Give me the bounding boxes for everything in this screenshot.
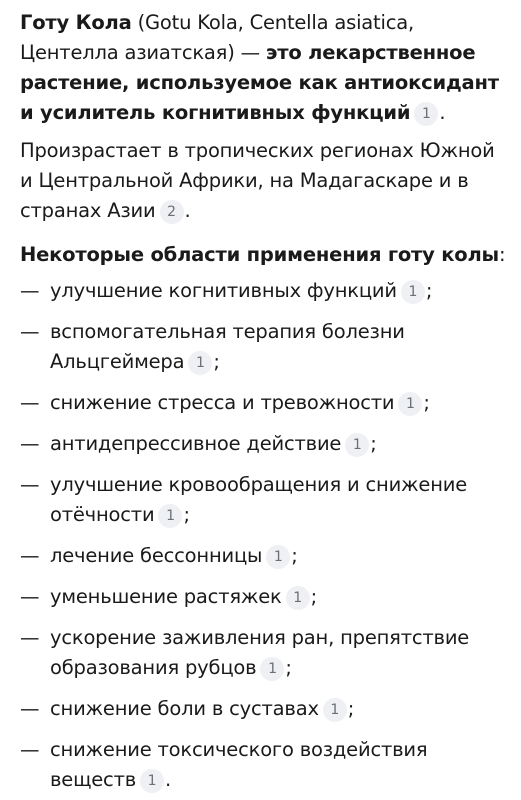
intro-end: . [439, 101, 446, 124]
source-ref-badge[interactable]: 1 [140, 769, 164, 793]
list-item-end: ; [285, 656, 292, 679]
origin-paragraph [20, 136, 507, 226]
list-item-text: улучшение кровообращения и снижение отёчности [50, 473, 468, 526]
list-dash: — [20, 473, 40, 496]
intro-paragraph [20, 8, 507, 128]
list-item-text: вспомогательная терапия болезни Альцгеймера [50, 320, 405, 373]
source-ref-badge[interactable]: 1 [260, 657, 284, 681]
term-definition: это лекарственное растение, используемое как антиоксидант и усилитель когнитивных функций [20, 41, 499, 124]
list-dash: — [20, 391, 40, 414]
list-item [20, 388, 507, 418]
list-dash: — [20, 279, 40, 302]
list-item-text: снижение стресса и тревожности [50, 391, 395, 414]
uses-heading-colon: : [499, 243, 506, 266]
list-dash: — [20, 626, 40, 649]
list-dash: — [20, 320, 40, 343]
list-item-end: ; [423, 391, 430, 414]
source-ref-badge[interactable]: 1 [414, 102, 438, 126]
origin-text: Произрастает в тропических регионах Южной и Центральной Африки, на Мадагаскаре и в странах Азии [20, 139, 495, 222]
list-dash: — [20, 544, 40, 567]
list-item-end: ; [425, 279, 433, 302]
source-ref-badge[interactable]: 2 [160, 200, 184, 224]
uses-list [20, 276, 507, 795]
source-ref-badge[interactable]: 1 [188, 351, 212, 375]
list-dash: — [20, 697, 40, 720]
list-item [20, 276, 507, 306]
uses-heading-text: Некоторые области применения готу колы [20, 243, 499, 266]
list-item-end: ; [347, 697, 355, 720]
source-ref-badge[interactable]: 1 [398, 392, 422, 416]
list-item-end: ; [310, 585, 318, 608]
list-item [20, 429, 507, 459]
source-ref-badge[interactable]: 1 [266, 545, 290, 569]
origin-end: . [184, 199, 191, 222]
list-item-end: ; [213, 350, 220, 373]
list-item-end: ; [291, 544, 298, 567]
list-item-text: снижение боли в суставах [50, 697, 319, 720]
list-item [20, 541, 507, 571]
list-dash: — [20, 738, 40, 761]
list-item [20, 317, 507, 377]
list-item [20, 623, 507, 683]
list-item [20, 735, 507, 795]
list-item-end: . [165, 768, 172, 791]
list-item-text: антидепрессивное действие [50, 432, 342, 455]
list-item-text: ускорение заживления ран, препятствие образования рубцов [50, 626, 470, 679]
list-item-end: ; [370, 432, 377, 455]
source-ref-badge[interactable]: 1 [401, 280, 425, 304]
source-ref-badge[interactable]: 1 [323, 698, 347, 722]
list-item [20, 470, 507, 530]
source-ref-badge[interactable]: 1 [158, 504, 182, 528]
list-item-text: снижение токсического воздействия веществ [50, 738, 428, 791]
term-aliases: (Gotu Kola, Centella asiatica, Центелла азиатская) — [20, 11, 414, 64]
list-item-text: уменьшение растяжек [50, 585, 282, 608]
source-ref-badge[interactable]: 1 [345, 433, 369, 457]
term-name: Готу Кола [20, 11, 132, 34]
list-dash: — [20, 585, 40, 608]
list-dash: — [20, 432, 40, 455]
list-item-text: улучшение когнитивных функций [50, 279, 397, 302]
list-item-end: ; [183, 503, 190, 526]
list-item-text: лечение бессонницы [50, 544, 263, 567]
list-item [20, 694, 507, 724]
list-item [20, 582, 507, 612]
uses-heading [20, 240, 507, 270]
source-ref-badge[interactable]: 1 [286, 586, 310, 610]
